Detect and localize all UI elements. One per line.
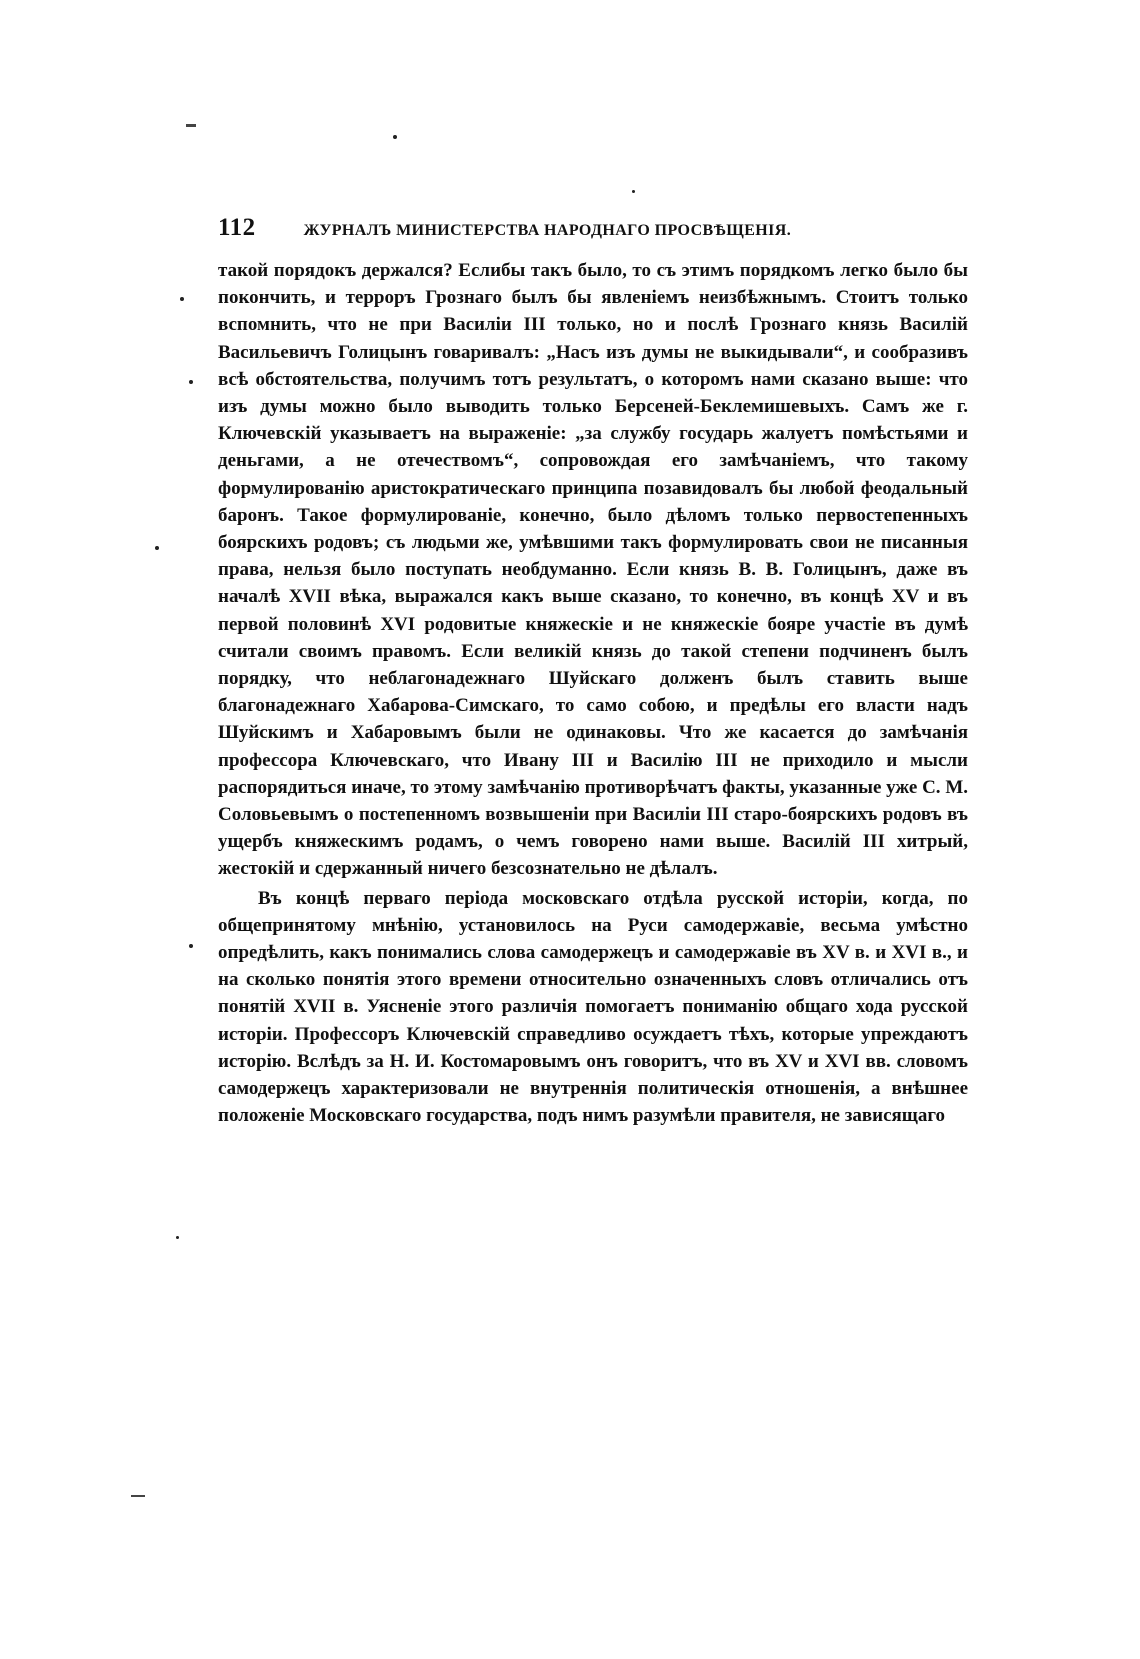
scan-dash [131, 1495, 145, 1497]
running-title: ЖУРНАЛЪ МИНИСТЕРСТВА НАРОДНАГО ПРОСВѢЩЕНІЯ. [303, 222, 792, 239]
margin-dot [189, 380, 193, 384]
scan-speck [632, 190, 635, 193]
margin-dot [180, 297, 184, 301]
page-number: 112 [218, 214, 256, 241]
margin-dot [189, 944, 193, 948]
scan-speck [393, 135, 397, 139]
body-text [218, 257, 968, 1130]
paragraph-1: такой порядокъ держался? Еслибы такъ было, то съ этимъ порядкомъ легко было бы покончить, и терроръ Грознаго былъ бы явленіемъ неизбѣжнымъ. Стоитъ только вспомнить, что не при Василіи III только, но и послѣ Грознаго князь Василій Васильевичъ Голицынъ говаривалъ: „Насъ изъ думы не выкидывали“, и сообразивъ всѣ обстоятельства, получимъ тотъ результатъ, о которомъ нами сказано выше: что изъ думы можно было выводить только Берсеней-Беклемишевыхъ. Самъ же г. Ключевскій указываетъ на выраженіе: „за службу государь жалуетъ помѣстьями и деньгами, а не отечествомъ“, сопровождая его замѣчаніемъ, что такому формулированію аристократическаго принципа позавидовалъ бы любой феодальный баронъ. Такое формулированіе, конечно, было дѣломъ только первостепенныхъ боярскихъ родовъ; съ людьми же, умѣвшими такъ формулировать свои не писанныя права, нельзя было поступать необдуманно. Если князь В. В. Голицынъ, даже въ началѣ XVII вѣка, выражался какъ выше сказано, то конечно, въ концѣ XV и въ первой половинѣ XVI родовитые княжескіе и не княжескіе бояре участіе въ думѣ считали своимъ правомъ. Если великій князь до такой степени подчиненъ былъ порядку, что неблагонадежнаго Шуйскаго долженъ былъ ставить выше благонадежнаго Хабарова-Симскаго, то само собою, и предѣлы его власти надъ Шуйскимъ и Хабаровымъ были не одинаковы. Что же касается до замѣчанія профессора Ключевскаго, что Ивану III и Василію III не приходило и мысли распорядиться иначе, то этому замѣчанію противорѣчатъ факты, указанные уже С. М. Соловьевымъ о постепенномъ возвышеніи при Василіи III старо-боярскихъ родовъ въ ущербъ княжескимъ родамъ, о чемъ говорено нами выше. Василій III хитрый, жестокій и сдержанный ничего безсознательно не дѣлалъ. [218, 260, 968, 880]
margin-dot [176, 1236, 179, 1239]
scan-dash [186, 124, 196, 127]
page-header [218, 214, 978, 250]
margin-dot [155, 546, 159, 550]
paragraph-2: Въ концѣ перваго періода московскаго отдѣла русской исторіи, когда, по общепринятому мнѣнію, установилось на Руси самодержавіе, весьма умѣстно опредѣлить, какъ понимались слова самодержецъ и самодержавіе въ XV в. и XVI в., и на сколько понятія этого времени относительно означенныхъ словъ отличались отъ понятій XVII в. Уясненіе этого различія помогаетъ пониманію общаго хода русской исторіи. Профессоръ Ключевскій справедливо осуждаетъ тѣхъ, которые упреждаютъ исторію. Вслѣдъ за Н. И. Костомаровымъ онъ говоритъ, что въ XV и XVI вв. словомъ самодержецъ характеризовали не внутреннія политическія отношенія, а внѣшнее положеніе Московскаго государства, подъ нимъ разумѣли правителя, не зависящаго [218, 887, 968, 1127]
